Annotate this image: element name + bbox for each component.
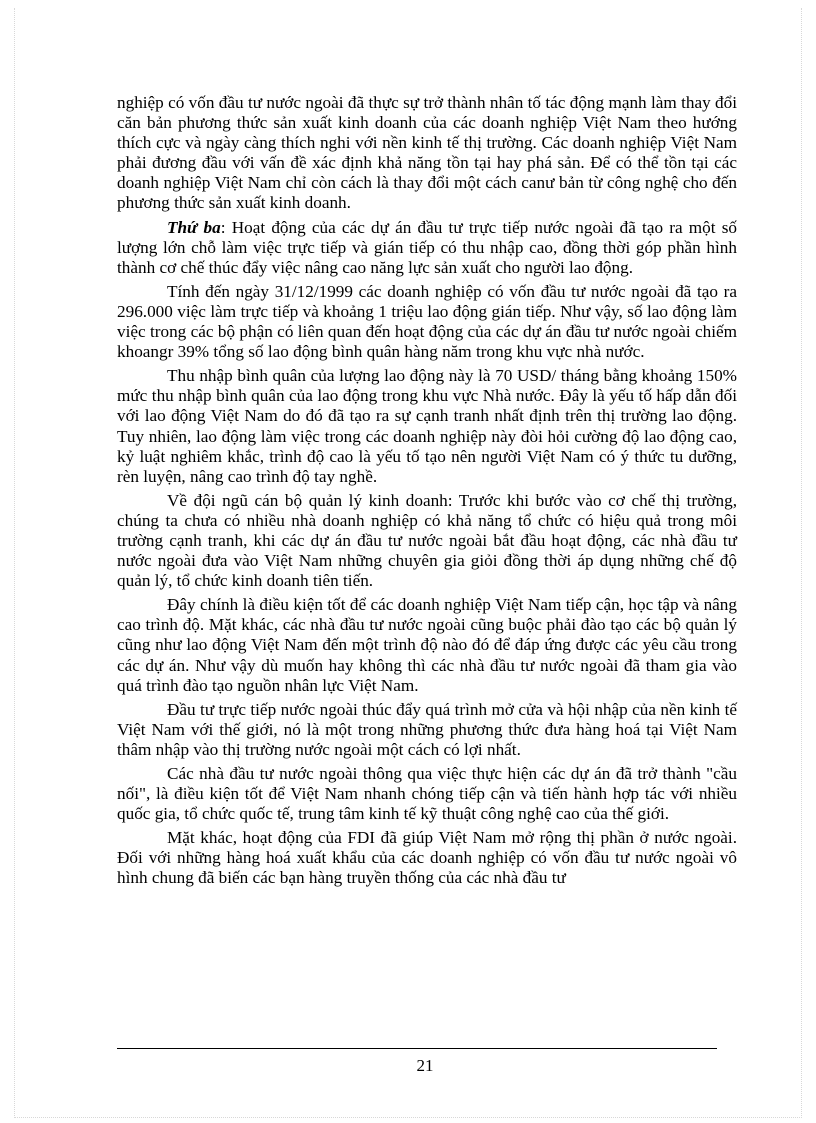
paragraph-9: Mặt khác, hoạt động của FDI đã giúp Việt Nam mở rộng thị phần ở nước ngoài. Đối với những hàng hoá xuất khẩu của các doanh nghiệp có vốn đầu tư nước ngoài vô hình chung đã biến các bạn hàng truyền thống của các nhà đầu tư xyxy=(117,828,737,888)
paragraph-1: nghiệp có vốn đầu tư nước ngoài đã thực sự trở thành nhân tố tác động mạnh làm thay đổi căn bản phương thức sản xuất kinh doanh của các doanh nghiệp Việt Nam theo hướng thích cực và ngày càng thích nghi với nền kinh tế thị trường. Các doanh nghiệp Việt Nam phải đương đầu với vấn đề xác định khả năng tồn tại hay phá sản. Để có thể tồn tại các doanh nghiệp Việt Nam chỉ còn cách là thay đổi một cách canư bản từ công nghệ cho đến phương thức sản xuất kinh doanh. xyxy=(117,93,737,213)
paragraph-2-text: : Hoạt động của các dự án đầu tư trực tiếp nước ngoài đã tạo ra một số lượng lớn chỗ làm việc trực tiếp và gián tiếp có thu nhập cao, đồng thời góp phần hình thành cơ chế thúc đẩy việc nâng cao năng lực sản xuất cho người lao động. xyxy=(117,217,737,277)
paragraph-5: Về đội ngũ cán bộ quản lý kinh doanh: Trước khi bước vào cơ chế thị trường, chúng ta chưa có nhiều nhà doanh nghiệp có khả năng tổ chức có hiệu quả trong môi trường cạnh tranh, khi các dự án đầu tư nước ngoài bắt đầu hoạt động, các nhà đầu tư nước ngoài đưa vào Việt Nam những chuyên gia giỏi đồng thời áp dụng những chế độ quản lý, tổ chức kinh doanh tiên tiến. xyxy=(117,490,737,591)
document-body xyxy=(117,93,737,889)
paragraph-3: Tính đến ngày 31/12/1999 các doanh nghiệp có vốn đầu tư nước ngoài đã tạo ra 296.000 việc làm trực tiếp và khoảng 1 triệu lao động gián tiếp. Như vậy, số lao động làm việc trong các bộ phận có liên quan đến hoạt động của các dự án đầu tư nước ngoài chiếm khoangr 39% tổng số lao động bình quân hàng năm trong khu vực nhà nước. xyxy=(117,281,737,362)
footer-rule xyxy=(117,1048,717,1049)
paragraph-8: Các nhà đầu tư nước ngoài thông qua việc thực hiện các dự án đã trở thành "cầu nối", là điều kiện tốt để Việt Nam nhanh chóng tiếp cận và tiến hành hợp tác với nhiều quốc gia, tổ chức quốc tế, trung tâm kinh tế kỹ thuật công nghệ cao của thế giới. xyxy=(117,764,737,824)
paragraph-6: Đây chính là điều kiện tốt để các doanh nghiệp Việt Nam tiếp cận, học tập và nâng cao trình độ. Mặt khác, các nhà đầu tư nước ngoài cũng buộc phải đào tạo các bộ quản lý cũng như lao động Việt Nam đến một trình độ nào đó để đáp ứng được các yêu cầu trong các dự án. Như vậy dù muốn hay không thì các nhà đầu tư nước ngoài đã tham gia vào quá trình đào tạo nguồn nhân lực Việt Nam. xyxy=(117,595,737,695)
paragraph-7: Đầu tư trực tiếp nước ngoài thúc đẩy quá trình mở cửa và hội nhập của nền kinh tế Việt Nam với thế giới, nó là một trong những phương thức đưa hàng hoá tại Việt Nam thâm nhập vào thị trường nước ngoài một cách có lợi nhất. xyxy=(117,699,737,759)
paragraph-2 xyxy=(117,218,737,278)
page-number: 21 xyxy=(416,1056,434,1075)
paragraph-4: Thu nhập bình quân của lượng lao động này là 70 USD/ tháng bằng khoảng 150% mức thu nhập bình quân của lao động trong khu vực Nhà nước. Đây là yếu tố hấp dẫn đối với lao động Việt Nam do đó đã tạo ra sự cạnh tranh nhất định trên thị trường lao động. Tuy nhiên, lao động làm việc trong các doanh nghiệp này đòi hỏi cường độ lao động cao, kỷ luật nghiêm khắc, trình độ cao là yếu tố tạo nên người Việt Nam có ý thức tu dưỡng, rèn luyện, nâng cao trình độ tay nghề. xyxy=(117,366,737,486)
paragraph-2-lead: Thứ ba xyxy=(167,217,221,237)
